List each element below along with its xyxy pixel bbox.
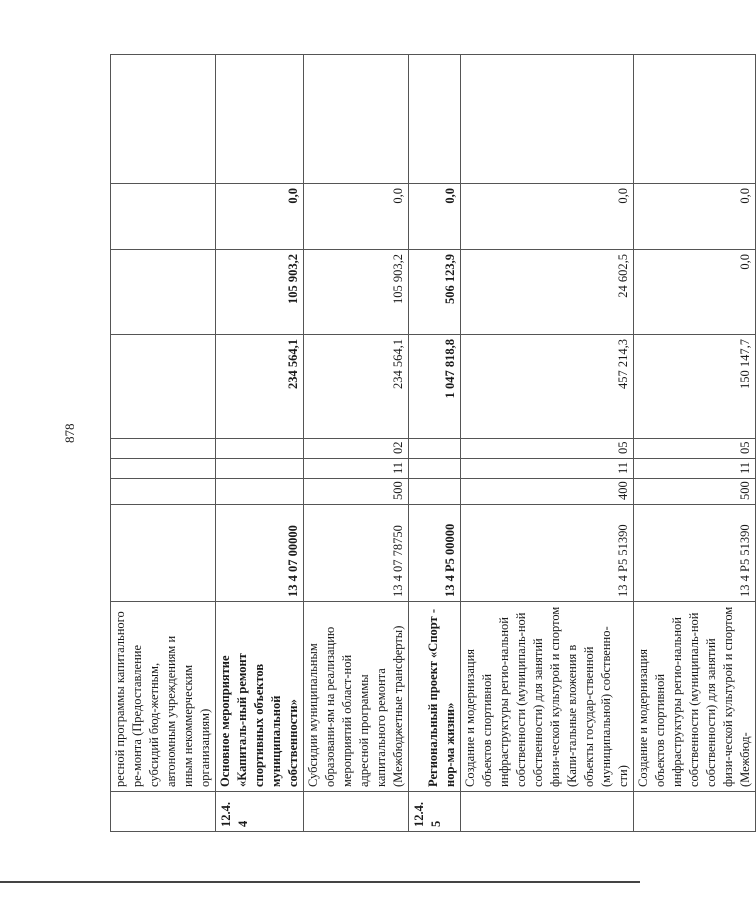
row-value-3: 0,0 [304, 184, 409, 250]
row-value-1: 234 564,1 [216, 335, 304, 439]
row-value-2: 24 602,5 [461, 250, 634, 335]
row-expense-type [409, 479, 461, 505]
table-row [409, 55, 461, 832]
row-target-code: 13 4 07 00000 [216, 505, 304, 602]
table-row [461, 55, 634, 832]
row-subsection: 05 [634, 439, 756, 459]
row-expense-type: 500 [634, 479, 756, 505]
row-empty-cell [634, 55, 756, 184]
row-description: ресной программы капитального ре-монта (Предоставление субсидий бюд-жетным, автономным учреждениям и иным некоммерческим организациям) [111, 602, 216, 792]
budget-table-area [110, 55, 752, 832]
row-subsection: 05 [461, 439, 634, 459]
row-section: 11 [304, 459, 409, 479]
row-subsection [216, 439, 304, 459]
row-expense-type [111, 479, 216, 505]
row-expense-type: 400 [461, 479, 634, 505]
row-target-code: 13 4 P5 00000 [409, 505, 461, 602]
row-subsection [111, 439, 216, 459]
row-value-3: 0,0 [216, 184, 304, 250]
row-empty-cell [461, 55, 634, 184]
row-target-code: 13 4 07 78750 [304, 505, 409, 602]
budget-table [110, 54, 756, 832]
row-empty-cell [216, 55, 304, 184]
table-row [304, 55, 409, 832]
row-value-2: 105 903,2 [216, 250, 304, 335]
row-value-1: 150 147,7 [634, 335, 756, 439]
row-value-1: 457 214,3 [461, 335, 634, 439]
row-number [111, 792, 216, 832]
row-section: 11 [634, 459, 756, 479]
bottom-rule [0, 881, 640, 883]
row-target-code: 13 4 P5 51390 [461, 505, 634, 602]
row-value-2: 506 123,9 [409, 250, 461, 335]
row-value-3: 0,0 [634, 184, 756, 250]
row-value-2: 0,0 [634, 250, 756, 335]
row-number [461, 792, 634, 832]
row-description: Субсидии муниципальным образовани-ям на реализацию мероприятий област-ной адресной программы капитального ремонта (Межбюджетные трансферты) [304, 602, 409, 792]
row-section: 11 [461, 459, 634, 479]
row-value-3: 0,0 [409, 184, 461, 250]
row-subsection [409, 439, 461, 459]
row-description: Региональный проект «Спорт - нор-ма жизни» [409, 602, 461, 792]
row-value-1 [111, 335, 216, 439]
row-section [111, 459, 216, 479]
row-subsection: 02 [304, 439, 409, 459]
row-description: Создание и модернизация объектов спортивной инфраструктуры регио-нальной собственности (муниципаль-ной собственности) для занятий физи-ческой культурой и спортом (Межбюд- [634, 602, 756, 792]
row-description: Основное мероприятие «Капиталь-ный ремонт спортивных объектов муниципальной собственности» [216, 602, 304, 792]
row-number [634, 792, 756, 832]
row-target-code [111, 505, 216, 602]
row-number: 12.4.5 [409, 792, 461, 832]
row-expense-type [216, 479, 304, 505]
row-value-2: 105 903,2 [304, 250, 409, 335]
row-expense-type: 500 [304, 479, 409, 505]
row-target-code: 13 4 P5 51390 [634, 505, 756, 602]
row-value-1: 234 564,1 [304, 335, 409, 439]
row-number [304, 792, 409, 832]
row-value-2 [111, 250, 216, 335]
row-value-3: 0,0 [461, 184, 634, 250]
table-row [216, 55, 304, 832]
row-empty-cell [304, 55, 409, 184]
row-empty-cell [409, 55, 461, 184]
table-row [634, 55, 756, 832]
row-number: 12.4.4 [216, 792, 304, 832]
table-row [111, 55, 216, 832]
row-description: Создание и модернизация объектов спортивной инфраструктуры регио-нальной собственности (муниципаль-ной собственности) для занятий физи-ческой культурой и спортом (Капи-тальные вложения в объекты государ-ственной (муниципальной) собственно-сти) [461, 602, 634, 792]
rotated-page-content [110, 55, 752, 832]
page-number: 878 [62, 423, 77, 443]
row-section [216, 459, 304, 479]
row-section [409, 459, 461, 479]
table-body [111, 55, 756, 832]
row-value-1: 1 047 818,8 [409, 335, 461, 439]
row-empty-cell [111, 55, 216, 184]
row-value-3 [111, 184, 216, 250]
